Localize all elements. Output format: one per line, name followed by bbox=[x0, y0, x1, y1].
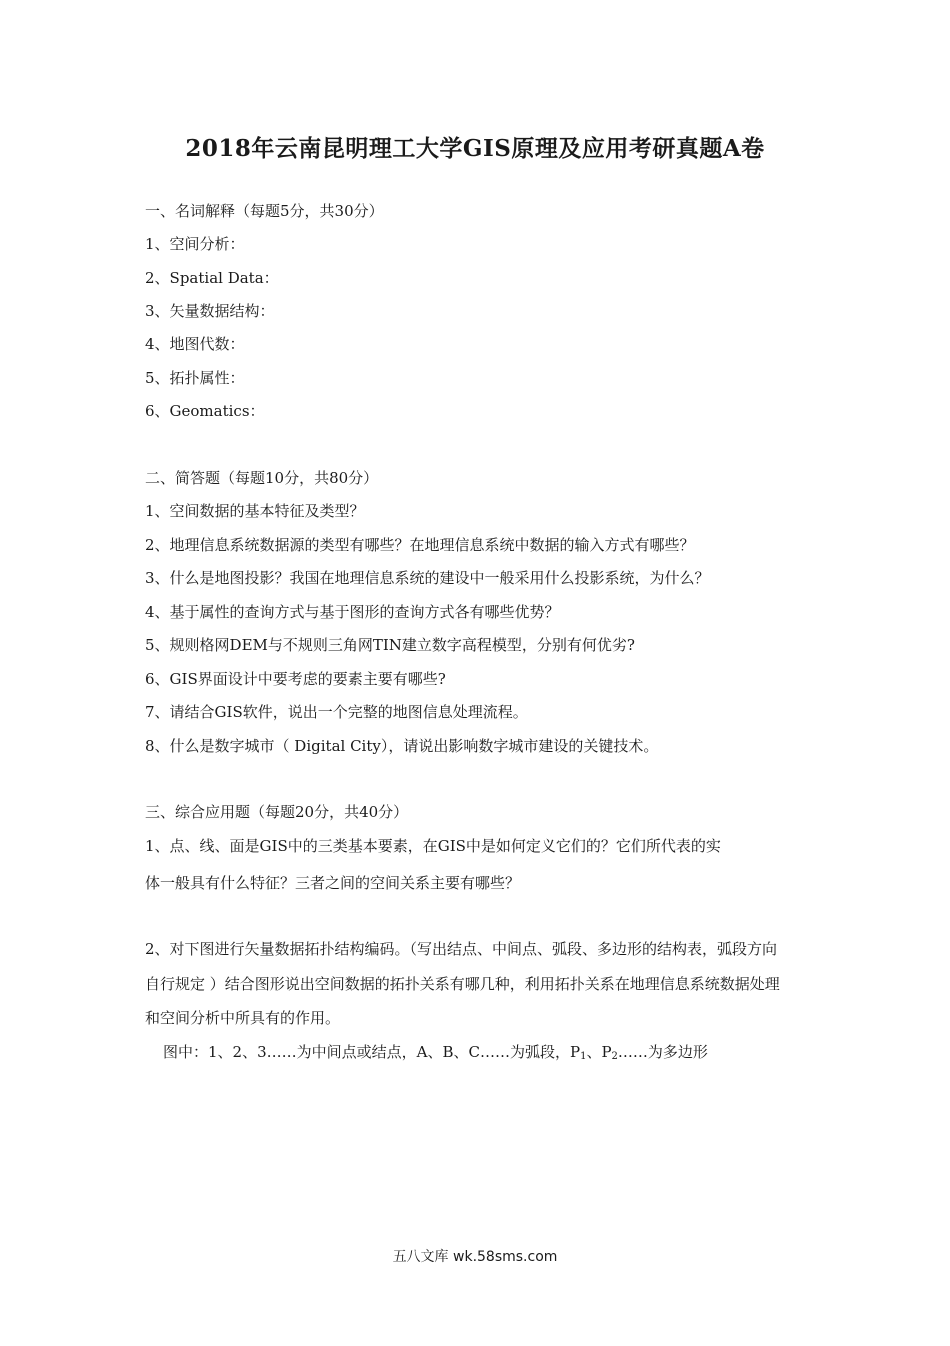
figure-note-prefix: 图中：1、2、3……为中间点或结点，A、B、C……为弧段，P bbox=[163, 1043, 581, 1061]
section2-item-7: 7、请结合GIS软件，说出一个完整的地图信息处理流程。 bbox=[145, 703, 528, 721]
section1-item-4: 4、地图代数： bbox=[145, 335, 245, 353]
figure-note-suffix: ……为多边形 bbox=[617, 1043, 708, 1061]
section1-heading: 一、名词解释（每题5分，共30分） bbox=[145, 202, 384, 220]
figure-note-sub2: 2 bbox=[611, 1051, 618, 1062]
page-title: 2018年云南昆明理工大学GIS原理及应用考研真题A卷 bbox=[185, 135, 765, 162]
section2-item-1: 1、空间数据的基本特征及类型？ bbox=[145, 502, 365, 520]
figure-note-sub1: 1 bbox=[580, 1051, 587, 1062]
section2-item-2: 2、地理信息系统数据源的类型有哪些？在地理信息系统中数据的输入方式有哪些？ bbox=[145, 536, 695, 554]
section1-item-6: 6、Geomatics： bbox=[145, 402, 265, 420]
section3-q2-line1: 2、对下图进行矢量数据拓扑结构编码。（写出结点、中间点、弧段、多边形的结构表，弧段方向 bbox=[145, 940, 778, 958]
section2-item-5: 5、规则格网DEM与不规则三角网TIN建立数字高程模型，分别有何优劣? bbox=[145, 636, 635, 654]
section3-q2-line2: 自行规定 ）结合图形说出空间数据的拓扑关系有哪几种，利用拓扑关系在地理信息系统数据处理 bbox=[145, 975, 780, 993]
section1-item-1: 1、空间分析： bbox=[145, 235, 245, 253]
section2-item-4: 4、基于属性的查询方式与基于图形的查询方式各有哪些优势？ bbox=[145, 603, 560, 621]
section2-item-8: 8、什么是数字城市（ Digital City），请说出影响数字城市建设的关键技术。 bbox=[145, 737, 659, 755]
section1-item-2: 2、Spatial Data： bbox=[145, 269, 279, 287]
section3-heading: 三、综合应用题（每题20分，共40分） bbox=[145, 803, 409, 821]
section2-item-3: 3、什么是地图投影？我国在地理信息系统的建设中一般采用什么投影系统，为什么？ bbox=[145, 569, 710, 587]
section2-item-6: 6、GIS界面设计中要考虑的要素主要有哪些? bbox=[145, 670, 446, 688]
section3-q2-line3: 和空间分析中所具有的作用。 bbox=[145, 1009, 341, 1027]
page-footer-watermark: 五八文库 wk.58sms.com bbox=[392, 1249, 558, 1265]
figure-note bbox=[163, 1042, 708, 1067]
section3-q1-line2: 体一般具有什么特征？三者之间的空间关系主要有哪些？ bbox=[145, 874, 521, 892]
section3-q1-line1: 1、点、线、面是GIS中的三类基本要素，在GIS中是如何定义它们的？它们所代表的实 bbox=[145, 837, 721, 855]
section1-item-3: 3、矢量数据结构： bbox=[145, 302, 275, 320]
section1-item-5: 5、拓扑属性： bbox=[145, 369, 245, 387]
figure-note-mid: 、P bbox=[586, 1043, 612, 1061]
section2-heading: 二、简答题（每题10分，共80分） bbox=[145, 469, 379, 487]
